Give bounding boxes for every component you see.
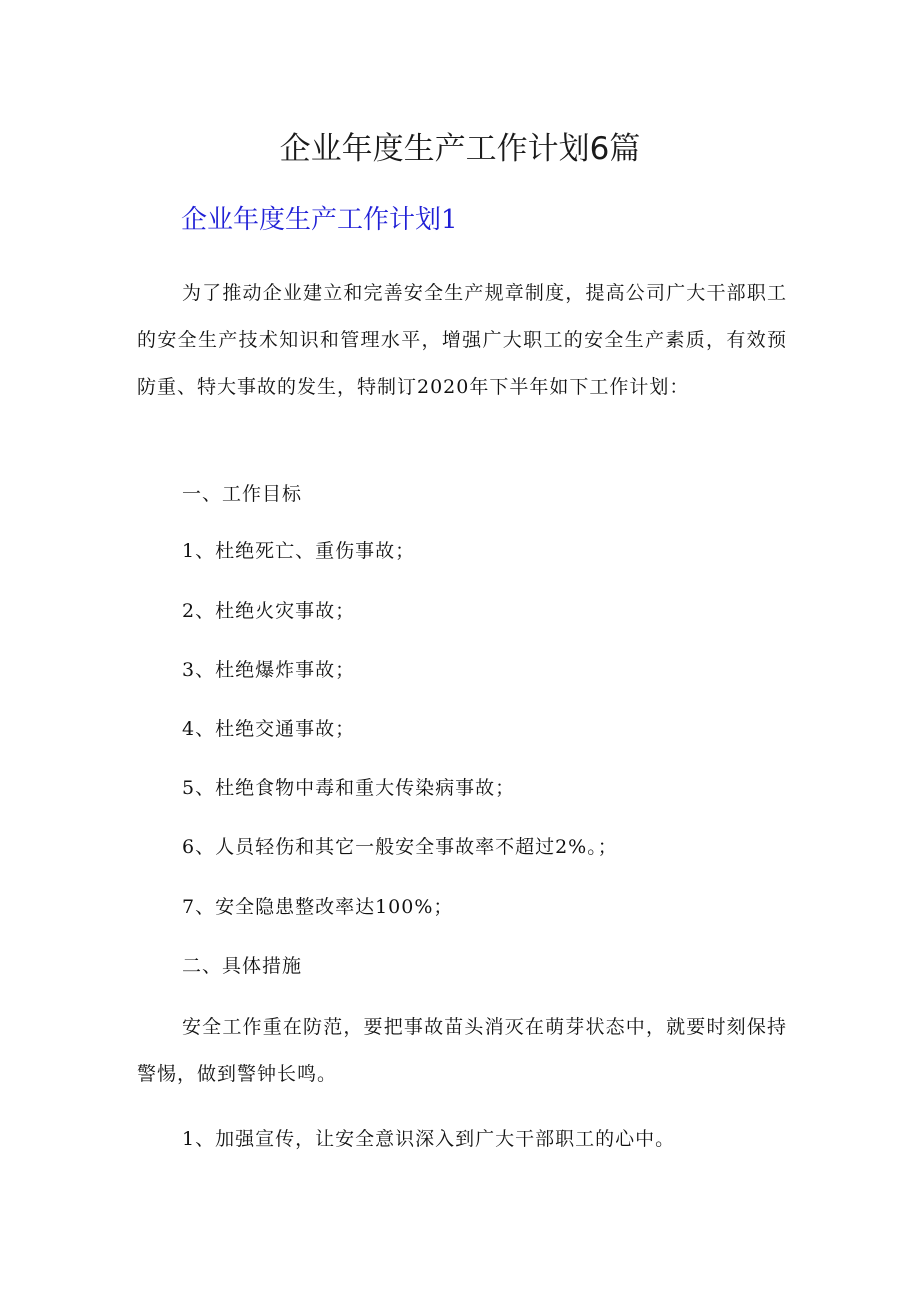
measures-paragraph: 安全工作重在防范，要把事故苗头消灭在萌芽状态中，就要时刻保持警惕，做到警钟长鸣。 — [137, 1016, 787, 1085]
goal-item: 3、杜绝爆炸事故； — [182, 659, 356, 681]
goal-item: 1、杜绝死亡、重伤事故； — [182, 540, 416, 562]
measure-item: 1、加强宣传，让安全意识深入到广大干部职工的心中。 — [182, 1128, 676, 1150]
document-title: 企业年度生产工作计划6篇 — [279, 131, 641, 167]
goal-item: 4、杜绝交通事故； — [182, 718, 356, 740]
intro-paragraph: 为了推动企业建立和完善安全生产规章制度，提高公司广大干部职工的安全生产技术知识和管理水平，增强广大职工的安全生产素质，有效预防重、特大事故的发生，特制订2020年下半年如下工作计划： — [137, 282, 787, 398]
goals-heading: 一、工作目标 — [182, 483, 303, 505]
section-heading: 企业年度生产工作计划1 — [181, 205, 458, 235]
goal-item: 2、杜绝火灾事故； — [182, 600, 356, 622]
goal-item: 6、人员轻伤和其它一般安全事故率不超过2%。； — [182, 836, 618, 858]
goal-item: 5、杜绝食物中毒和重大传染病事故； — [182, 777, 516, 799]
measures-heading: 二、具体措施 — [182, 955, 303, 977]
goal-item: 7、安全隐患整改率达100%； — [182, 896, 454, 918]
